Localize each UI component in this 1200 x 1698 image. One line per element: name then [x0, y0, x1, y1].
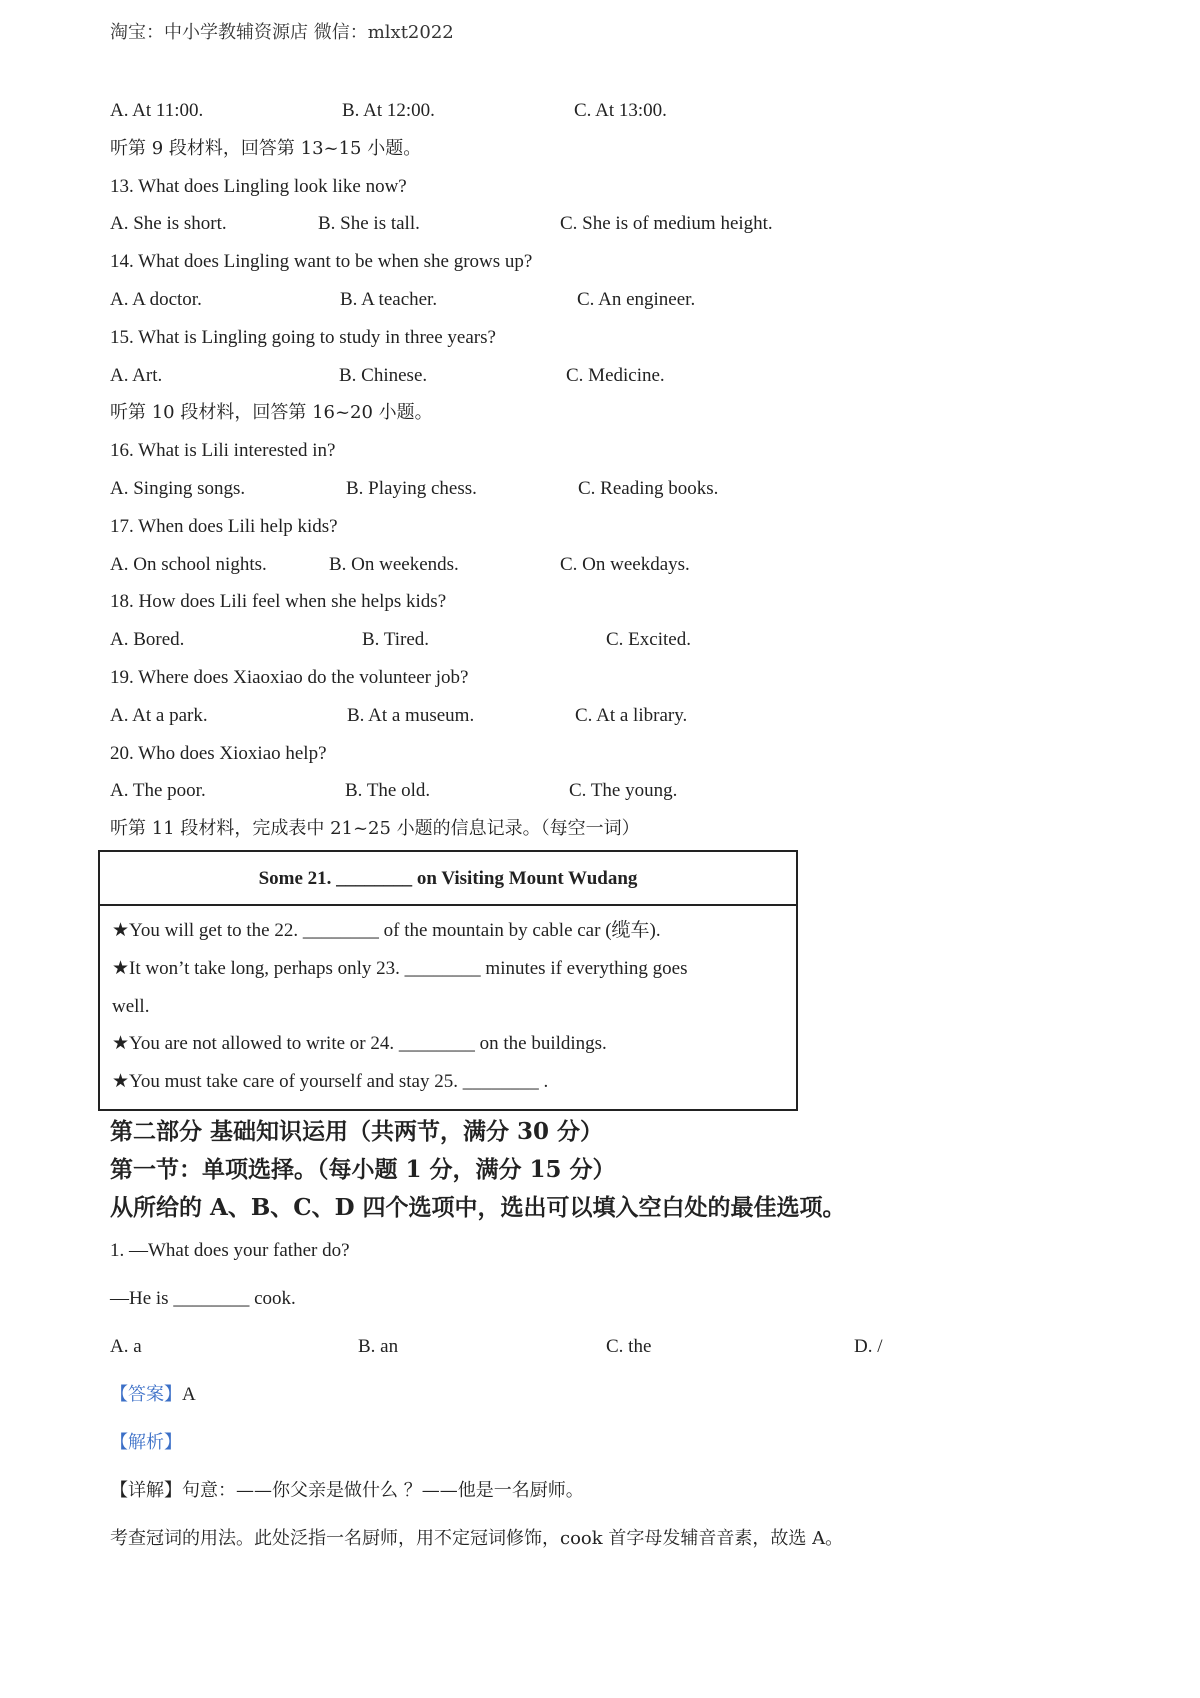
question-20: 20. Who does Xioxiao help?: [110, 742, 327, 764]
question-18: 18. How does Lili feel when she helps kids?: [110, 591, 447, 613]
table-line: ★You will get to the 22. ________ of the mountain by cable car (缆车).: [112, 919, 661, 941]
option-a: A. On school nights.: [110, 553, 267, 575]
explanation-line: 考查冠词的用法。此处泛指一名厨师，用不定冠词修饰，cook 首字母发辅音音素，故选 A。: [110, 1527, 844, 1549]
option-c: C. Medicine.: [566, 364, 665, 386]
option-b: B. At 12:00.: [342, 100, 435, 121]
page-header: 淘宝：中小学教辅资源店 微信：mlxt2022: [110, 22, 454, 43]
option-a: A. She is short.: [110, 213, 227, 235]
answer-label: 【答案】: [110, 1383, 182, 1405]
table-line: ★You must take care of yourself and stay 25. ________ .: [112, 1071, 549, 1093]
option-a: A. Singing songs.: [110, 477, 246, 499]
options-row-15: [110, 357, 1110, 395]
options-row-17: [110, 546, 1110, 584]
table-title: Some 21. ________ on Visiting Mount Wudang: [100, 852, 796, 906]
option-a: A. The poor.: [110, 780, 206, 802]
option-c: C. An engineer.: [577, 288, 696, 310]
question-19: 19. Where does Xiaoxiao do the volunteer job?: [110, 666, 469, 688]
option-a: A. At a park.: [110, 704, 208, 726]
question-13: 13. What does Lingling look like now?: [110, 175, 407, 197]
table-line: well.: [112, 995, 150, 1017]
option-b: B. At a museum.: [347, 704, 475, 726]
option-c: C. On weekdays.: [560, 553, 690, 575]
option-a: A. a: [110, 1335, 142, 1357]
options-row-14: [110, 281, 1110, 319]
analysis-label: 【解析】: [110, 1431, 182, 1453]
table-line: ★You are not allowed to write or 24. ________ on the buildings.: [112, 1033, 607, 1055]
table-body: [100, 906, 796, 1109]
section1-instruction: 从所给的 A、B、C、D 四个选项中，选出可以填入空白处的最佳选项。: [110, 1193, 846, 1221]
question-1-stem: 1. —What does your father do?: [110, 1239, 350, 1261]
option-b: B. Chinese.: [339, 364, 428, 386]
option-c: C. At 13:00.: [574, 100, 667, 121]
question-15: 15. What is Lingling going to study in three years?: [110, 326, 496, 348]
option-a: A. At 11:00.: [110, 100, 204, 121]
question-17: 17. When does Lili help kids?: [110, 515, 338, 537]
options-row-13: [110, 205, 1110, 243]
option-b: B. A teacher.: [340, 288, 438, 310]
analysis-line: [110, 1419, 1110, 1467]
option-c: C. Excited.: [606, 629, 691, 651]
options-row-12: [110, 92, 1110, 130]
option-c: C. She is of medium height.: [560, 213, 773, 235]
answer-line: [110, 1371, 1110, 1419]
option-a: A. A doctor.: [110, 288, 202, 310]
options-row-20: [110, 772, 1110, 810]
option-b: B. Tired.: [362, 629, 430, 651]
instruction-10: 听第 10 段材料，回答第 16~20 小题。: [110, 402, 433, 424]
instruction-9: 听第 9 段材料，回答第 13~15 小题。: [110, 137, 422, 159]
options-row-18: [110, 621, 1110, 659]
option-b: B. Playing chess.: [346, 477, 477, 499]
options-row-16: [110, 470, 1110, 508]
option-a: A. Bored.: [110, 629, 185, 651]
option-c: C. Reading books.: [578, 477, 719, 499]
option-a: A. Art.: [110, 364, 163, 386]
option-c: C. At a library.: [575, 704, 688, 726]
section1-heading: 第一节：单项选择。（每小题 1 分，满分 15 分）: [110, 1155, 616, 1183]
option-b: B. an: [358, 1335, 399, 1357]
option-b: B. She is tall.: [318, 213, 420, 235]
part2-heading: 第二部分 基础知识运用（共两节，满分 30 分）: [110, 1117, 604, 1145]
content: [110, 92, 1110, 1563]
table-line: ★It won’t take long, perhaps only 23. ________ minutes if everything goes: [112, 957, 688, 979]
info-table: [98, 850, 798, 1111]
option-b: B. The old.: [345, 780, 431, 802]
instruction-11: 听第 11 段材料，完成表中 21~25 小题的信息记录。（每空一词）: [110, 818, 640, 840]
detail-line: 【详解】句意：——你父亲是做什么 ？——他是一名厨师。: [110, 1479, 584, 1501]
option-b: B. On weekends.: [329, 553, 459, 575]
options-row-q1: [110, 1323, 1110, 1371]
question-1-response: —He is ________ cook.: [110, 1287, 296, 1309]
option-c: C. the: [606, 1335, 652, 1357]
option-d: D. /: [854, 1335, 883, 1357]
question-14: 14. What does Lingling want to be when she grows up?: [110, 251, 533, 273]
options-row-19: [110, 697, 1110, 735]
option-c: C. The young.: [569, 780, 678, 802]
answer-value: A: [182, 1383, 196, 1405]
question-16: 16. What is Lili interested in?: [110, 440, 336, 462]
